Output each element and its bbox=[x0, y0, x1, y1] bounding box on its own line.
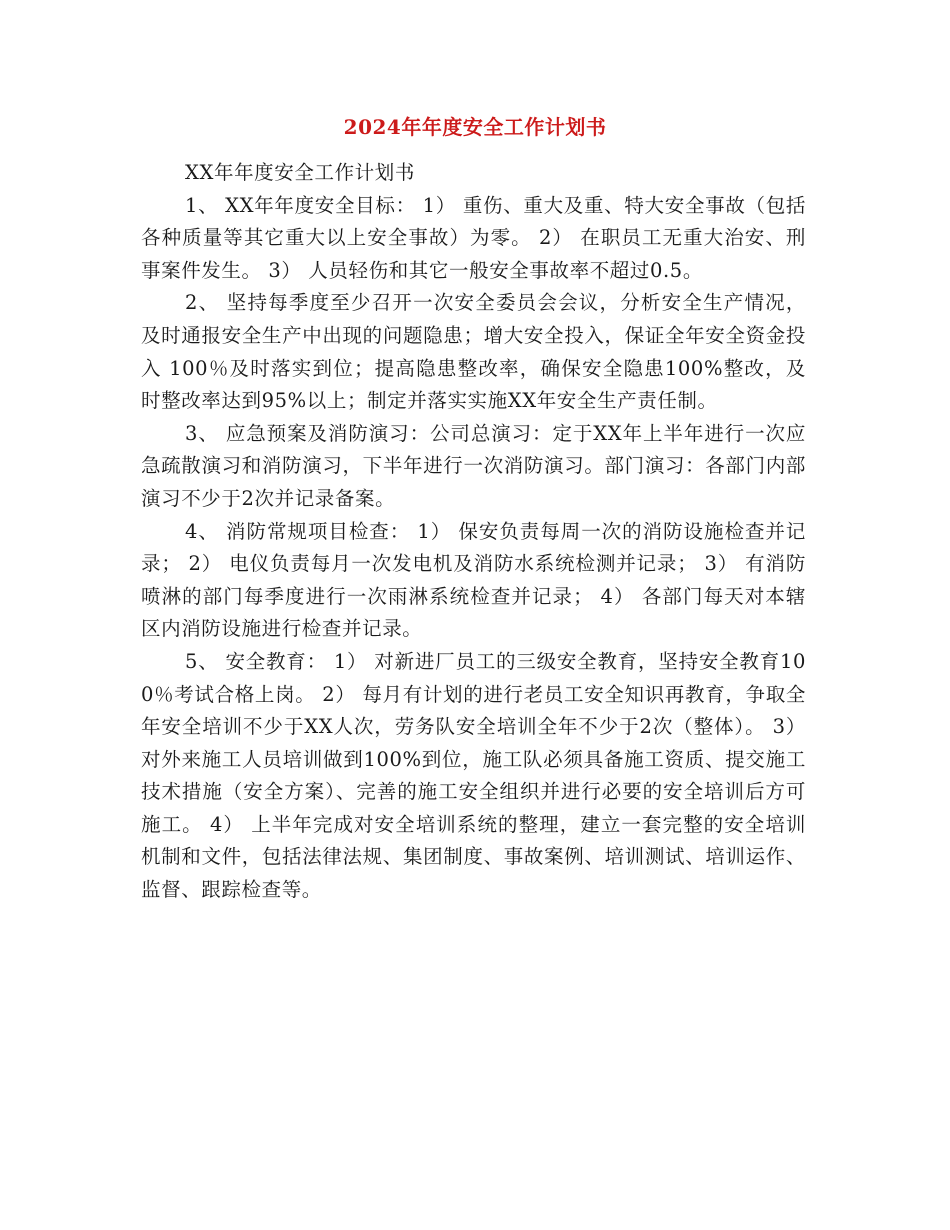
paragraph-subtitle: XX年年度安全工作计划书 bbox=[185, 161, 415, 184]
paragraph-4-fire-inspection: 4、 消防常规项目检查： 1） 保安负责每周一次的消防设施检查并记录； 2） 电仪负责每月一次发电机及消防水系统检测并记录； 3） 有消防喷淋的部门每季度进行一次雨淋系统检查并记录； 4） 各部门每天对本辖区内消防设施进行检查并记录。 bbox=[141, 519, 806, 641]
paragraph-2-safety-meetings: 2、 坚持每季度至少召开一次安全委员会会议，分析安全生产情况，及时通报安全生产中出现的问题隐患；增大安全投入，保证全年安全资金投入 100％及时落实到位；提高隐患整改率，确保安全隐患100%整改，及时整改率达到95%以上；制定并落实实施XX年安全生产责任制。 bbox=[141, 291, 806, 413]
document-body bbox=[141, 157, 806, 907]
paragraph-1-safety-goals: 1、 XX年年度安全目标： 1） 重伤、重大及重、特大安全事故（包括各种质量等其它重大以上安全事故）为零。 2） 在职员工无重大治安、刑事案件发生。 3） 人员轻伤和其它一般安全事故率不超过0.5。 bbox=[141, 193, 806, 282]
paragraph-5-safety-education: 5、 安全教育： 1） 对新进厂员工的三级安全教育，坚持安全教育100％考试合格上岗。 2） 每月有计划的进行老员工安全知识再教育，争取全年安全培训不少于XX人次，劳务队安全培训全年不少于2次（整体）。 3） 对外来施工人员培训做到100%到位，施工队必须具备施工资质、提交施工技术措施（安全方案）、完善的施工安全组织并进行必要的安全培训后方可施工。 4） 上半年完成对安全培训系统的整理，建立一套完整的安全培训机制和文件，包括法律法规、集团制度、事故案例、培训测试、培训运作、监督、跟踪检查等。 bbox=[141, 649, 806, 902]
document-title: 2024年年度安全工作计划书 bbox=[343, 115, 607, 139]
paragraph-3-emergency-drills: 3、 应急预案及消防演习：公司总演习：定于XX年上半年进行一次应急疏散演习和消防演习，下半年进行一次消防演习。部门演习：各部门内部演习不少于2次并记录备案。 bbox=[141, 421, 806, 510]
